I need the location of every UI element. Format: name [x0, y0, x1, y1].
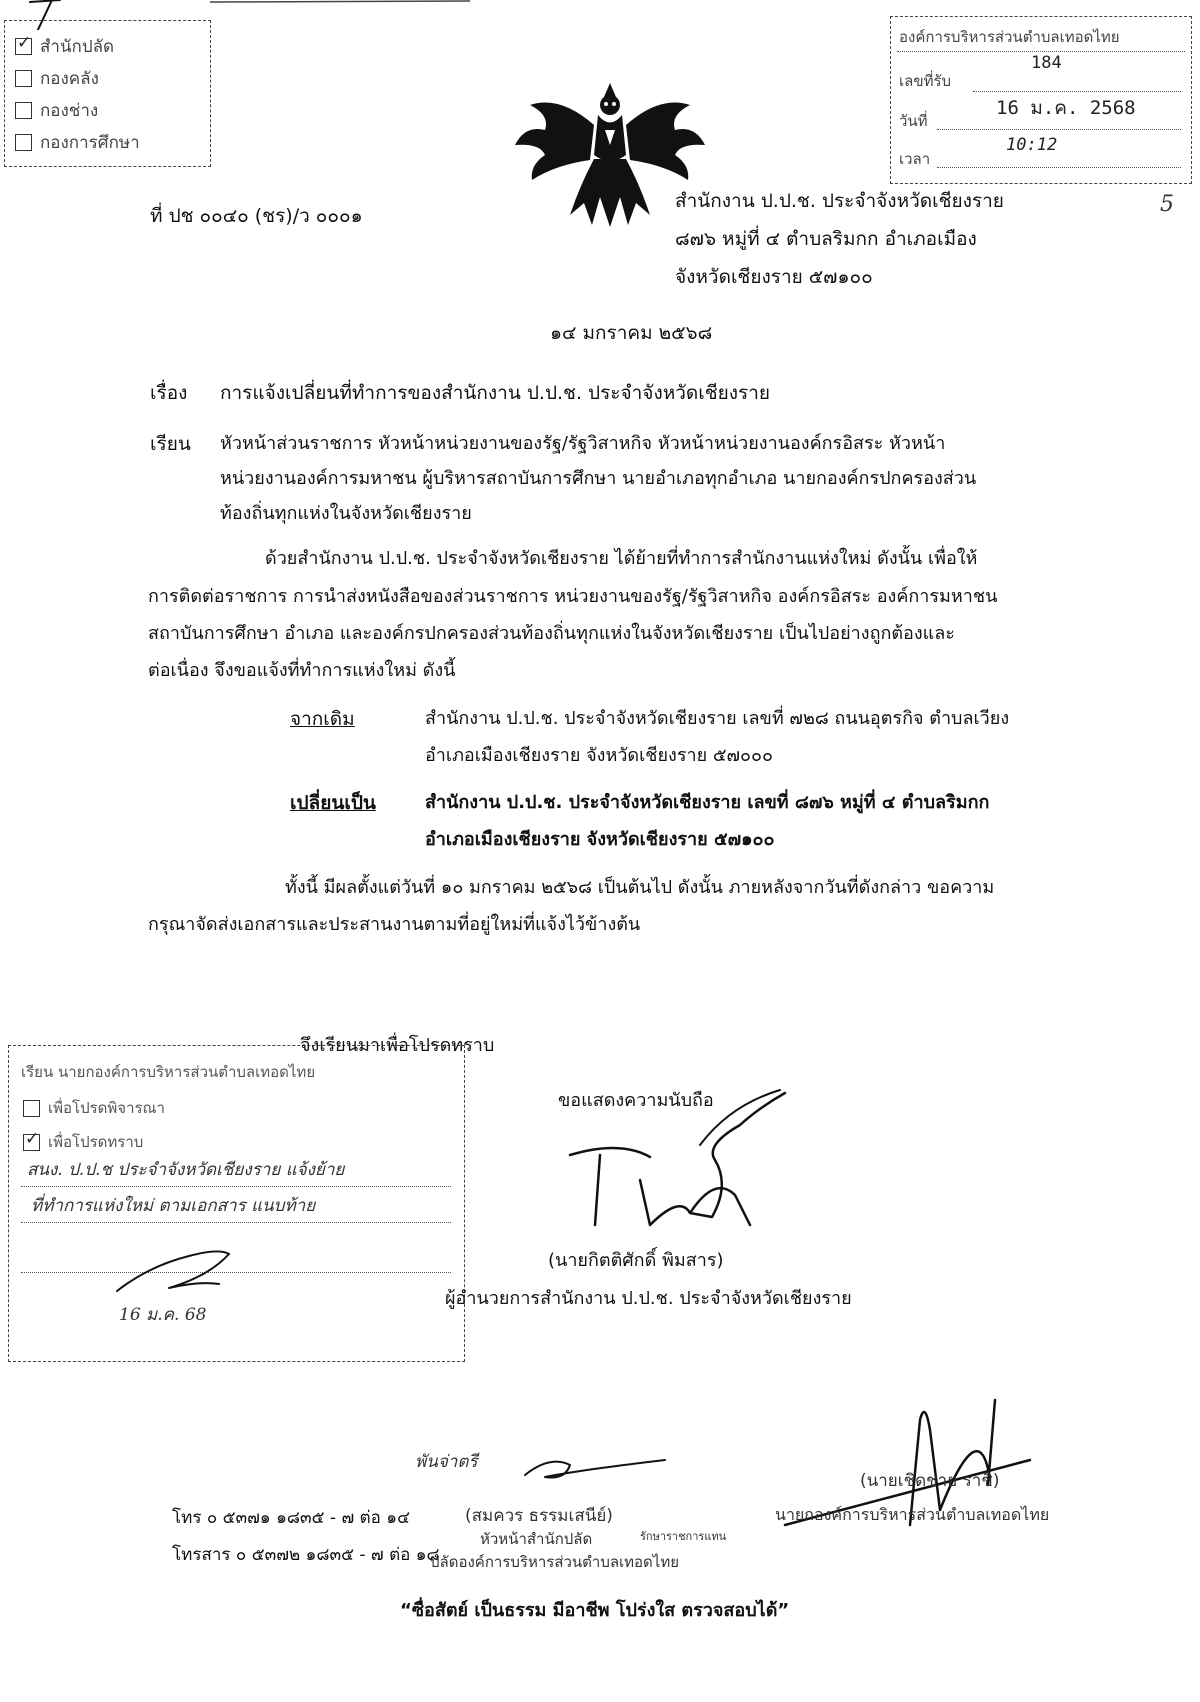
- stamp-no-label: เลขที่รับ: [899, 72, 952, 90]
- memo-option-acknowledge[interactable]: ✓ เพื่อโปรดทราบ: [23, 1130, 143, 1154]
- document-number: ที่ ปช ๐๐๔๐ (ชร)/ว ๐๐๐๑: [150, 205, 363, 227]
- page-mark: 5: [1160, 192, 1174, 217]
- checkbox-icon[interactable]: [15, 70, 32, 87]
- memo-note-line-2: ที่ทำการแห่งใหม่ ตามเอกสาร แนบท้าย: [31, 1196, 316, 1216]
- new-address-line-1: สำนักงาน ป.ป.ช. ประจำจังหวัดเชียงราย เลขที่ ๘๗๖ หมู่ที่ ๔ ตำบลริมกก: [425, 792, 990, 813]
- subject-text: การแจ้งเปลี่ยนที่ทำการของสำนักงาน ป.ป.ช. ประจำจังหวัดเชียงราย: [220, 382, 771, 404]
- ack2-name: (นายเชิดชาย ราชิ): [860, 1471, 1000, 1491]
- memo-signature-icon: [109, 1236, 249, 1306]
- stamp-time-label: เวลา: [899, 150, 931, 168]
- closing-line: จึงเรียนมาเพื่อโปรดทราบ: [300, 1035, 495, 1056]
- memo-date: 16 ม.ค. 68: [119, 1305, 207, 1325]
- to-line-1: หัวหน้าส่วนราชการ หัวหน้าหน่วยงานของรัฐ/รัฐวิสาหกิจ หัวหน้าหน่วยงานองค์กรอิสระ หัวหน้า: [220, 433, 946, 454]
- stamp-no-value: 184: [1031, 53, 1062, 73]
- memo-header: เรียน นายกองค์การบริหารส่วนตำบลเทอดไทย: [21, 1063, 316, 1081]
- to-line-2: หน่วยงานองค์การมหาชน ผู้บริหารสถาบันการศึกษา นายอำเภอทุกอำเภอ นายกองค์กรปกครองส่วน: [220, 468, 977, 489]
- ack1-title-2: ปลัดองค์การบริหารส่วนตำบลเทอดไทย: [430, 1553, 680, 1571]
- sender-line-1: สำนักงาน ป.ป.ช. ประจำจังหวัดเชียงราย: [675, 190, 1004, 212]
- memo-option-consider[interactable]: เพื่อโปรดพิจารณา: [23, 1096, 165, 1120]
- route-item-finance[interactable]: กองคลัง: [15, 65, 99, 92]
- new-address-line-2: อำเภอเมืองเชียงราย จังหวัดเชียงราย ๕๗๑๐๐: [425, 829, 775, 850]
- sender-line-2: ๘๗๖ หมู่ที่ ๔ ตำบลริมกก อำเภอเมือง: [675, 228, 977, 250]
- to-label: เรียน: [150, 433, 191, 455]
- regards-line: ขอแสดงความนับถือ: [558, 1090, 714, 1111]
- body2-line-1: ทั้งนี้ มีผลตั้งแต่วันที่ ๑๐ มกราคม ๒๕๖๘ เป็นต้นไป ดังนั้น ภายหลังจากวันที่ดังกล่าว ขอความ: [285, 877, 995, 898]
- to-line-3: ท้องถิ่นทุกแห่งในจังหวัดเชียงราย: [220, 503, 472, 524]
- new-address-label: เปลี่ยนเป็น: [290, 792, 376, 814]
- forwarding-memo-stamp: [8, 1045, 465, 1362]
- director-signature-icon: [540, 1085, 800, 1235]
- signer-name: (นายกิตติศักดิ์ พิมสาร): [548, 1250, 724, 1271]
- old-address-line-1: สำนักงาน ป.ป.ช. ประจำจังหวัดเชียงราย เลขที่ ๗๒๘ ถนนอุตรกิจ ตำบลเวียง: [425, 708, 1010, 729]
- old-address-line-2: อำเภอเมืองเชียงราย จังหวัดเชียงราย ๕๗๐๐๐: [425, 745, 773, 766]
- route-item-engineering[interactable]: กองช่าง: [15, 97, 98, 124]
- receive-stamp: [890, 16, 1192, 184]
- body1-line-4: ต่อเนื่อง จึงขอแจ้งที่ทำการแห่งใหม่ ดังนี้: [148, 660, 456, 681]
- ack1-rank: พันจ่าตรี: [415, 1452, 478, 1472]
- body2-line-2: กรุณาจัดส่งเอกสารและประสานงานตามที่อยู่ใหม่ที่แจ้งไว้ข้างต้น: [148, 914, 641, 935]
- checkbox-checked-icon[interactable]: [15, 38, 32, 55]
- subject-label: เรื่อง: [150, 382, 188, 404]
- body1-line-1: ด้วยสำนักงาน ป.ป.ช. ประจำจังหวัดเชียงราย ได้ย้ายที่ทำการสำนักงานแห่งใหม่ ดังนั้น เพื่อให้: [265, 548, 978, 569]
- stamp-org: องค์การบริหารส่วนตำบลเทอดไทย: [899, 28, 1120, 46]
- route-item-admin[interactable]: ✓ สำนักปลัด: [15, 33, 114, 60]
- checkbox-icon[interactable]: [15, 102, 32, 119]
- body1-line-3: สถาบันการศึกษา อำเภอ และองค์กรปกครองส่วนท้องถิ่นทุกแห่งในจังหวัดเชียงราย เป็นไปอย่างถูกต้องและ: [148, 623, 955, 644]
- ack1-title-1: หัวหน้าสำนักปลัด: [480, 1530, 593, 1548]
- memo-note-line-1: สนง. ป.ป.ช ประจำจังหวัดเชียงราย แจ้งย้าย: [27, 1160, 345, 1180]
- routing-checklist: [4, 20, 211, 167]
- old-address-label: จากเดิม: [290, 708, 355, 730]
- stamp-date-value: 16 ม.ค. 2568: [996, 97, 1136, 119]
- stamp-date-label: วันที่: [899, 112, 928, 130]
- stamp-time-value: 10:12: [1006, 135, 1058, 155]
- checkbox-icon[interactable]: [15, 134, 32, 151]
- body1-line-2: การติดต่อราชการ การนำส่งหนังสือของส่วนราชการ หน่วยงานของรัฐ/รัฐวิสาหกิจ องค์กรอิสระ องค์การมหาชน: [148, 586, 998, 607]
- ack2-title: นายกองค์การบริหารส่วนตำบลเทอดไทย: [775, 1505, 1050, 1524]
- contact-fax: โทรสาร ๐ ๕๓๗๒ ๑๘๓๕ - ๗ ต่อ ๑๘: [172, 1545, 440, 1565]
- checkbox-icon[interactable]: [23, 1100, 40, 1117]
- slogan: “ซื่อสัตย์ เป็นธรรม มีอาชีพ โปร่งใส ตรวจสอบได้”: [400, 1600, 790, 1621]
- document-date: ๑๔ มกราคม ๒๕๖๘: [550, 322, 713, 344]
- contact-tel: โทร ๐ ๕๓๗๑ ๑๘๓๕ - ๗ ต่อ ๑๔: [172, 1508, 410, 1528]
- signer-title: ผู้อำนวยการสำนักงาน ป.ป.ช. ประจำจังหวัดเชียงราย: [445, 1288, 852, 1309]
- ack1-signature-icon: [520, 1435, 670, 1495]
- sender-line-3: จังหวัดเชียงราย ๕๗๑๐๐: [675, 266, 873, 288]
- ack1-name: (สมควร ธรรมเสนีย์): [465, 1506, 613, 1526]
- checkbox-checked-icon[interactable]: [23, 1134, 40, 1151]
- ack1-acting: รักษาราชการแทน: [640, 1530, 727, 1543]
- route-item-education[interactable]: กองการศึกษา: [15, 129, 140, 156]
